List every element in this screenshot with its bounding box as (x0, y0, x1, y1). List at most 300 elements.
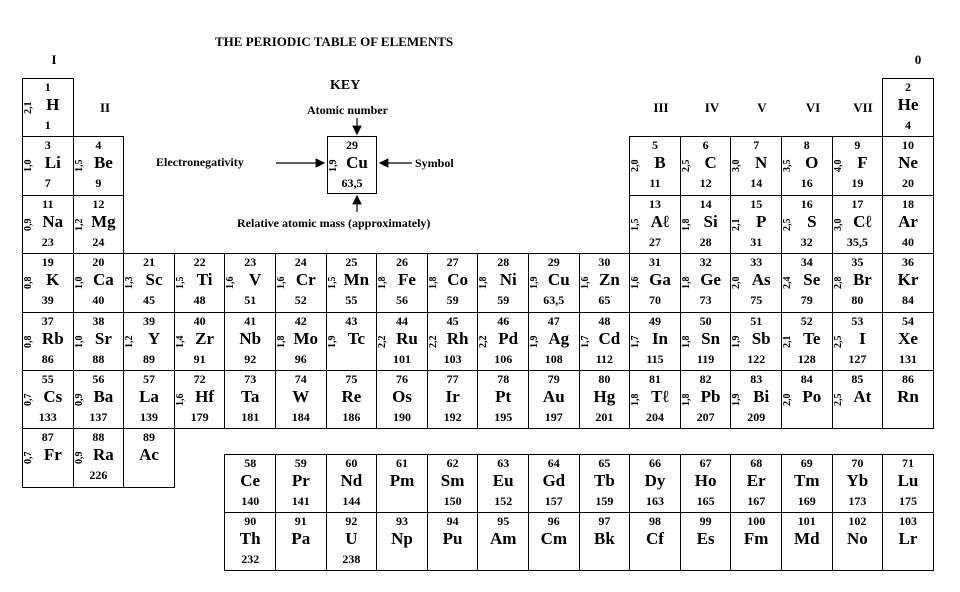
element-cell-zr (174, 312, 226, 371)
element-number: 48 (598, 313, 611, 328)
element-mass: 127 (848, 351, 867, 366)
element-cell-i (832, 312, 884, 371)
element-symbol: Sm (440, 471, 465, 490)
element-cell-lr (882, 512, 934, 571)
element-electronegativity: 2,1 (23, 101, 34, 115)
element-mass: 35,5 (846, 234, 868, 249)
element-mass: 28 (699, 234, 712, 249)
element-number: 90 (244, 514, 257, 528)
element-number: 83 (750, 372, 763, 386)
element-electronegativity: 1,8 (680, 335, 692, 348)
element-cell-ce (224, 454, 276, 513)
element-number: 16 (800, 196, 813, 211)
element-symbol: Ra (93, 445, 114, 465)
element-cell-gd (528, 454, 580, 513)
element-mass: 165 (696, 494, 715, 508)
element-number: 95 (497, 514, 510, 528)
element-mass: 55 (345, 293, 358, 308)
element-symbol: W (292, 387, 310, 406)
element-symbol: Cℓ (853, 211, 872, 231)
element-cell-pm (376, 454, 428, 513)
element-cell-ac (123, 428, 175, 487)
element-cell-se (781, 253, 833, 312)
element-number: 43 (345, 313, 358, 328)
element-cell-ta (224, 370, 276, 429)
element-cell-sc (123, 253, 175, 312)
element-cell-eu (477, 454, 529, 513)
element-cell-ag (528, 312, 580, 371)
element-symbol: Y (147, 328, 161, 348)
element-symbol: Mn (343, 270, 370, 290)
element-cell-ti (174, 253, 226, 312)
element-cell-tℓ (629, 370, 681, 429)
key-example-cell (327, 136, 377, 194)
element-cell-h (22, 78, 74, 137)
element-mass: 24 (92, 234, 105, 249)
element-symbol: K (46, 270, 60, 290)
element-number: 38 (92, 313, 105, 328)
element-symbol: Fe (398, 270, 416, 290)
element-mass: 1 (44, 118, 51, 132)
element-symbol: Ac (139, 445, 159, 465)
element-number: 59 (294, 456, 307, 470)
element-symbol: Ba (93, 387, 114, 406)
element-number: 23 (244, 255, 257, 270)
element-number: 9 (854, 138, 861, 153)
element-number: 3 (44, 138, 51, 153)
element-symbol: Aℓ (650, 211, 670, 231)
element-cell-ir (427, 370, 479, 429)
element-electronegativity: 1,8 (478, 276, 490, 290)
element-mass: 48 (193, 293, 206, 308)
element-mass: 190 (392, 410, 411, 424)
element-mass: 141 (291, 494, 310, 508)
element-cell-dy (629, 454, 681, 513)
element-cell-hg (579, 370, 631, 429)
element-mass: 4 (904, 118, 911, 132)
key-atomic-number-label: Atomic number (307, 103, 388, 117)
element-electronegativity: 2,5 (832, 393, 844, 407)
element-symbol: Si (703, 211, 718, 231)
element-symbol: Se (803, 270, 821, 290)
element-cell-b (629, 136, 681, 195)
element-symbol: Sr (94, 328, 112, 348)
element-mass: 12 (699, 176, 712, 191)
element-mass: 197 (544, 410, 563, 424)
element-cell-si (680, 195, 732, 254)
element-symbol: Gd (542, 471, 566, 490)
element-cell-bi (730, 370, 782, 429)
element-symbol: Cr (295, 270, 316, 290)
element-number: 72 (193, 372, 206, 386)
element-mass: 59 (446, 293, 459, 308)
element-cell-mo (275, 312, 327, 371)
element-symbol: Lu (897, 471, 919, 490)
element-symbol: Ne (898, 153, 918, 173)
element-cell-sr (73, 312, 125, 371)
element-mass: 201 (595, 410, 614, 424)
element-mass: 27 (648, 234, 661, 249)
element-number: 40 (193, 313, 206, 328)
element-cell-w (275, 370, 327, 429)
element-number: 14 (699, 196, 712, 211)
element-mass: 167 (747, 494, 766, 508)
element-symbol: Np (391, 529, 413, 548)
element-mass: 192 (443, 410, 462, 424)
element-symbol: Re (341, 387, 362, 406)
key-title: KEY (330, 78, 361, 93)
element-cell-ru (376, 312, 428, 371)
element-electronegativity: 1,7 (630, 335, 642, 348)
element-mass: 39 (41, 293, 54, 308)
element-cell-er (730, 454, 782, 513)
element-symbol: Pt (495, 387, 512, 406)
element-electronegativity: 1,8 (680, 218, 692, 232)
element-symbol: I (859, 328, 866, 348)
element-mass: 119 (696, 351, 715, 366)
element-cell-ne (882, 136, 934, 195)
element-cell-y (123, 312, 175, 371)
element-cell-cm (528, 512, 580, 571)
element-mass: 51 (244, 293, 257, 308)
element-mass: 139 (139, 410, 158, 424)
element-cell-ho (680, 454, 732, 513)
element-number: 46 (497, 313, 510, 328)
element-number: 50 (699, 313, 712, 328)
element-mass: 80 (851, 293, 864, 308)
element-mass: 20 (901, 176, 914, 191)
element-electronegativity: 2,0 (731, 276, 743, 290)
element-symbol: Am (489, 529, 517, 548)
element-symbol: Tc (347, 328, 366, 348)
element-mass: 238 (342, 552, 361, 566)
element-number: 8 (803, 138, 810, 153)
element-cell-nb (224, 312, 276, 371)
element-symbol: Cs (43, 387, 63, 406)
element-symbol: Pa (291, 529, 311, 548)
element-cell-ge (680, 253, 732, 312)
element-number: 22 (193, 255, 206, 270)
key-example-electronegativity: 1,9 (328, 159, 339, 173)
element-symbol: Lr (898, 529, 918, 548)
element-number: 45 (446, 313, 459, 328)
element-number: 21 (142, 255, 155, 270)
element-symbol: S (807, 211, 817, 231)
element-mass: 19 (851, 176, 864, 191)
element-cell-no (832, 512, 884, 571)
element-cell-zn (579, 253, 631, 312)
element-cell-cd (579, 312, 631, 371)
element-number: 33 (750, 255, 763, 270)
element-cell-ra (73, 428, 125, 487)
element-cell-md (781, 512, 833, 571)
element-electronegativity: 1,6 (276, 276, 287, 290)
element-cell-pu (427, 512, 479, 571)
element-symbol: Au (542, 387, 565, 406)
element-electronegativity: 3,0 (731, 160, 743, 173)
element-electronegativity: 1,5 (630, 218, 642, 232)
element-electronegativity: 1,9 (529, 276, 540, 290)
element-symbol: Ca (93, 270, 114, 290)
element-mass: 131 (898, 351, 917, 366)
element-number: 34 (800, 255, 813, 270)
key-example-symbol: Cu (346, 153, 368, 172)
element-cell-co (427, 253, 479, 312)
element-mass: 140 (241, 494, 260, 508)
element-number: 54 (901, 313, 914, 328)
element-number: 91 (294, 514, 307, 528)
element-number: 76 (395, 372, 408, 386)
element-symbol: Pr (291, 471, 310, 490)
element-mass: 31 (750, 234, 763, 249)
element-symbol: La (139, 387, 159, 406)
element-cell-c (680, 136, 732, 195)
element-symbol: Hf (195, 387, 215, 406)
element-electronegativity: 0,8 (23, 276, 34, 290)
element-cell-ca (73, 253, 125, 312)
element-symbol: Yb (846, 471, 869, 490)
element-symbol: Zn (598, 270, 620, 290)
group-label-7: VII (853, 100, 873, 115)
element-cell-tb (579, 454, 631, 513)
element-mass: 195 (494, 410, 513, 424)
element-symbol: Mo (293, 328, 319, 348)
element-mass: 23 (41, 234, 54, 249)
element-cell-cr (275, 253, 327, 312)
element-symbol: H (46, 95, 60, 114)
element-cell-n (730, 136, 782, 195)
element-number: 81 (648, 372, 661, 386)
element-cell-cs (22, 370, 74, 429)
element-electronegativity: 2,0 (630, 160, 642, 173)
element-cell-ga (629, 253, 681, 312)
element-electronegativity: 1,9 (731, 393, 743, 407)
element-number: 78 (497, 372, 510, 386)
element-electronegativity: 0,9 (73, 452, 85, 465)
element-symbol: Kr (897, 270, 919, 290)
element-mass: 16 (800, 176, 813, 191)
element-number: 57 (142, 372, 155, 386)
element-cell-ba (73, 370, 125, 429)
element-electronegativity: 1,6 (579, 276, 591, 290)
element-symbol: Pu (442, 529, 463, 548)
element-mass: 150 (443, 494, 462, 508)
element-cell-f (832, 136, 884, 195)
element-symbol: Pb (700, 387, 721, 406)
element-cell-fm (730, 512, 782, 571)
element-symbol: F (857, 153, 868, 173)
element-electronegativity: 1,5 (73, 160, 85, 173)
element-electronegativity: 1,8 (377, 276, 389, 290)
element-cell-p (730, 195, 782, 254)
key-mass-label: Relative atomic mass (approximately) (237, 216, 431, 230)
element-number: 31 (648, 255, 661, 270)
element-cell-li (22, 136, 74, 195)
element-number: 67 (699, 456, 712, 470)
element-mass: 137 (89, 410, 108, 424)
element-number: 29 (547, 255, 560, 270)
element-number: 62 (446, 456, 459, 470)
element-mass: 73 (699, 293, 712, 308)
group-label-3: III (653, 100, 669, 115)
element-number: 94 (446, 514, 459, 528)
element-cell-po (781, 370, 833, 429)
element-cell-la (123, 370, 175, 429)
element-electronegativity: 1,7 (579, 335, 591, 348)
element-cell-sb (730, 312, 782, 371)
element-symbol: Ga (649, 270, 671, 290)
element-mass: 63,5 (543, 293, 565, 308)
element-mass: 133 (38, 410, 57, 424)
element-number: 93 (395, 514, 408, 528)
element-number: 56 (92, 372, 105, 386)
element-cell-be (73, 136, 125, 195)
element-number: 71 (901, 456, 914, 470)
element-mass: 169 (797, 494, 816, 508)
element-cell-na (22, 195, 74, 254)
element-number: 101 (797, 514, 816, 528)
element-symbol: Sn (701, 328, 721, 348)
element-number: 1 (44, 80, 51, 94)
element-number: 70 (851, 456, 864, 470)
element-number: 47 (547, 313, 560, 328)
element-symbol: Ti (196, 270, 213, 290)
element-number: 96 (547, 514, 560, 528)
element-electronegativity: 2,2 (478, 335, 490, 348)
element-number: 49 (648, 313, 661, 328)
element-electronegativity: 2,1 (731, 218, 743, 232)
element-cell-rh (427, 312, 479, 371)
element-symbol: Rn (897, 387, 919, 406)
element-cell-re (326, 370, 378, 429)
element-mass: 70 (648, 293, 661, 308)
element-symbol: Te (803, 328, 821, 348)
element-cell-ni (477, 253, 529, 312)
element-mass: 112 (595, 351, 614, 366)
element-symbol: Sc (145, 270, 163, 290)
element-symbol: Tb (593, 471, 615, 490)
element-symbol: U (345, 529, 358, 548)
element-number: 27 (446, 255, 459, 270)
element-mass: 157 (544, 494, 563, 508)
element-mass: 175 (898, 494, 917, 508)
element-electronegativity: 2,5 (832, 335, 844, 348)
element-cell-pt (477, 370, 529, 429)
element-electronegativity: 1,8 (680, 393, 692, 407)
element-cell-hf (174, 370, 226, 429)
element-electronegativity: 3,0 (832, 218, 844, 232)
element-symbol: Tm (794, 471, 820, 490)
element-cell-aℓ (629, 195, 681, 254)
element-number: 7 (753, 138, 760, 153)
element-mass: 207 (696, 410, 715, 424)
element-cell-at (832, 370, 884, 429)
element-electronegativity: 0,7 (23, 393, 34, 407)
element-symbol: As (751, 270, 771, 290)
element-cell-nd (326, 454, 378, 513)
element-symbol: Eu (492, 471, 514, 490)
element-number: 18 (901, 196, 914, 211)
element-number: 55 (41, 372, 54, 386)
element-mass: 9 (95, 176, 102, 191)
element-cell-es (680, 512, 732, 571)
group-label-1: I (51, 52, 57, 67)
element-mass: 86 (41, 351, 54, 366)
element-number: 74 (294, 372, 307, 386)
element-symbol: Na (42, 211, 64, 231)
element-cell-rn (882, 370, 934, 429)
element-mass: 108 (544, 351, 563, 366)
element-number: 12 (92, 196, 105, 211)
element-symbol: Ge (700, 270, 721, 290)
element-number: 30 (598, 255, 611, 270)
group-label-4: IV (704, 100, 720, 115)
element-symbol: Bi (753, 387, 770, 406)
element-mass: 65 (598, 293, 611, 308)
element-number: 5 (651, 138, 658, 153)
element-symbol: Xe (898, 328, 918, 348)
element-symbol: Cf (646, 529, 664, 548)
element-mass: 232 (241, 552, 260, 566)
element-number: 25 (345, 255, 358, 270)
element-mass: 179 (190, 410, 209, 424)
element-mass: 163 (645, 494, 664, 508)
element-number: 26 (395, 255, 408, 270)
page-title: THE PERIODIC TABLE OF ELEMENTS (215, 34, 454, 49)
element-symbol: Li (44, 153, 61, 173)
element-number: 61 (395, 456, 408, 470)
element-electronegativity: 1,8 (276, 335, 287, 348)
element-mass: 159 (595, 494, 614, 508)
element-cell-pa (275, 512, 327, 571)
element-symbol: Zr (195, 328, 215, 348)
element-mass: 14 (750, 176, 763, 191)
element-electronegativity: 4,0 (832, 160, 844, 173)
element-number: 97 (598, 514, 611, 528)
element-symbol: Es (696, 529, 715, 548)
element-mass: 209 (747, 410, 766, 424)
element-mass: 103 (443, 351, 462, 366)
element-symbol: Rh (446, 328, 469, 348)
element-mass: 45 (142, 293, 155, 308)
element-symbol: Th (239, 529, 261, 548)
element-electronegativity: 1,5 (326, 276, 338, 290)
element-symbol: Fm (743, 529, 769, 548)
element-number: 63 (497, 456, 510, 470)
element-number: 100 (747, 514, 766, 528)
element-symbol: Ce (240, 471, 261, 490)
element-symbol: Ho (694, 471, 717, 490)
element-number: 89 (142, 430, 155, 445)
element-symbol: Sb (751, 328, 771, 348)
group-label-2: II (99, 100, 111, 115)
element-symbol: Ag (548, 328, 570, 348)
element-number: 42 (294, 313, 307, 328)
element-cell-u (326, 512, 378, 571)
element-mass: 59 (497, 293, 510, 308)
element-cell-mg (73, 195, 125, 254)
element-cell-k (22, 253, 74, 312)
element-mass: 32 (800, 234, 813, 249)
element-symbol: Os (392, 387, 412, 406)
element-cell-br (832, 253, 884, 312)
element-symbol: B (654, 153, 666, 173)
element-number: 102 (848, 514, 867, 528)
element-cell-am (477, 512, 529, 571)
element-cell-in (629, 312, 681, 371)
element-symbol: Ta (241, 387, 260, 406)
element-symbol: Co (447, 270, 468, 290)
